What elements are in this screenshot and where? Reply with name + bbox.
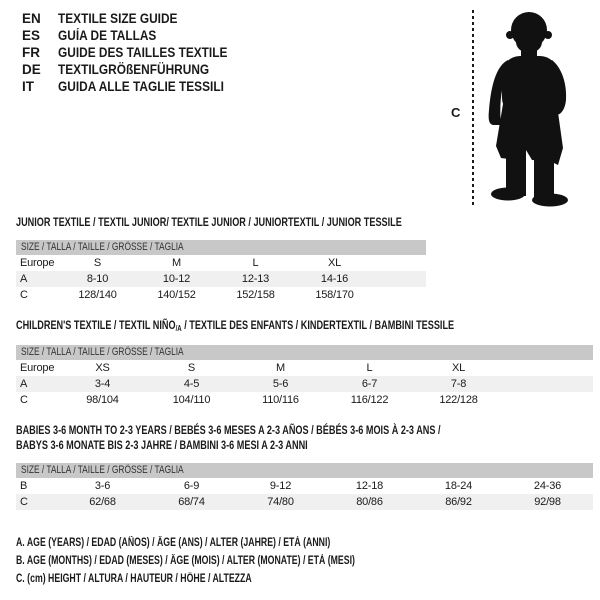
table-cell: L [252,257,259,269]
table-cell: 8-10 [86,273,109,285]
language-row-de [22,61,251,78]
language-title: TEXTILE SIZE GUIDE [58,11,178,26]
table-cell: 5-6 [272,378,289,390]
size-header-bar [16,345,593,360]
table-cell: XL [451,362,466,374]
size-header-text: SIZE / TALLA / TAILLE / GRÖSSE / TAGLIA [21,346,184,358]
table-cell: 152/158 [236,289,275,301]
table-cell: 12-13 [241,273,270,285]
row-label: Europe [20,362,55,374]
footnote-b [16,552,462,570]
table-cell: 80/86 [356,496,383,508]
table-cell: 116/122 [350,394,389,406]
table-cell: 74/80 [267,496,294,508]
table-cell: 158/170 [315,289,354,301]
row-label: C [20,496,28,508]
footnote-legend [16,534,462,588]
row-label: A [20,273,28,285]
babies-table-title [16,423,575,452]
table-cell: 92/98 [534,496,561,508]
babies-title-line1: BABIES 3-6 MONTH TO 2-3 YEARS / BEBÉS 3-6 MESES A 2-3 AÑOS / BÉBÉS 3-6 MOIS À 2-3 ANS / [16,423,441,437]
table-cell: S [93,257,102,269]
language-code: ES [22,28,41,43]
footnote-a-text: A. AGE (YEARS) / EDAD (AÑOS) / ÂGE (ANS) / ALTER (JAHRE) / ETÀ (ANNI) [16,537,331,549]
language-code: IT [22,79,34,94]
language-row-it [22,78,251,95]
language-row-fr [22,44,251,61]
table-cell: 128/140 [78,289,117,301]
title-part: / TEXTILE DES ENFANTS / KINDERTEXTIL / BAMBINI TESSILE [181,318,455,332]
table-cell: L [366,362,373,374]
junior-table-title [16,215,524,230]
language-code: FR [22,45,40,60]
table-row [16,478,593,494]
row-label: B [20,480,28,492]
footnote-a [16,534,462,552]
table-row [16,287,426,303]
table-cell: M [172,257,181,269]
size-header-text: SIZE / TALLA / TAILLE / GRÖSSE / TAGLIA [21,241,184,253]
table-cell: 14-16 [320,273,349,285]
table-cell: XS [95,362,110,374]
footnote-b-text: B. AGE (MONTHS) / EDAD (MESES) / ÂGE (MOIS) / ALTER (MONATE) / ETÀ (MESI) [16,555,355,567]
table-cell: M [276,362,285,374]
table-cell: 7-8 [450,378,467,390]
table-cell: 6-7 [361,378,378,390]
language-row-en [22,10,251,27]
height-dashed-line [472,10,474,208]
table-cell: 68/74 [178,496,205,508]
table-row [16,360,593,376]
title-part: CHILDREN'S TEXTILE / TEXTIL NIÑO [16,318,176,332]
table-row [16,392,593,408]
table-cell: 24-36 [533,480,562,492]
table-cell: 140/152 [157,289,196,301]
title-subscript: /A [175,324,182,333]
toddler-silhouette-icon [482,8,582,208]
table-cell: 6-9 [183,480,200,492]
table-cell: 18-24 [444,480,473,492]
table-cell: 122/128 [439,394,478,406]
table-cell: 98/104 [86,394,119,406]
table-cell: 4-5 [183,378,200,390]
language-code: EN [22,11,41,26]
table-cell: XL [327,257,342,269]
language-title: GUIDA ALLE TAGLIE TESSILI [58,79,224,94]
footnote-c [16,570,462,588]
row-label: A [20,378,28,390]
height-measure-label: C [451,105,461,120]
table-cell: 3-6 [94,480,111,492]
babies-title-line2: BABYS 3-6 MONATE BIS 2-3 JAHRE / BAMBINI 3-6 MESI A 2-3 ANNI [16,437,308,452]
table-cell: 86/92 [445,496,472,508]
table-cell: 62/68 [89,496,116,508]
language-title: GUÍA DE TALLAS [58,28,157,43]
junior-table-title-text: JUNIOR TEXTILE / TEXTIL JUNIOR/ TEXTILE JUNIOR / JUNIORTEXTIL / JUNIOR TESSILE [16,215,402,229]
table-cell: 10-12 [162,273,191,285]
size-header-bar [16,463,593,478]
row-label: C [20,394,28,406]
table-row [16,376,593,392]
language-title: TEXTILGRÖßENFÜHRUNG [58,62,210,77]
table-cell: 3-4 [94,378,111,390]
children-table-title [16,318,592,337]
table-row [16,494,593,510]
language-code: DE [22,62,41,77]
children-table-title-text [16,318,454,337]
table-row [16,255,426,271]
language-list [22,10,251,95]
table-cell: 110/116 [262,394,299,406]
table-cell: S [187,362,196,374]
size-header-bar [16,240,426,255]
table-cell: 9-12 [269,480,292,492]
language-row-es [22,27,251,44]
babies-size-table [16,463,593,510]
table-cell: 104/110 [172,394,211,406]
size-header-text: SIZE / TALLA / TAILLE / GRÖSSE / TAGLIA [21,464,184,476]
table-cell: 12-18 [355,480,384,492]
table-row [16,271,426,287]
children-size-table [16,345,593,408]
language-title: GUIDE DES TAILLES TEXTILE [58,45,228,60]
row-label: C [20,289,28,301]
footnote-c-text: C. (cm) HEIGHT / ALTURA / HAUTEUR / HÖHE / ALTEZZA [16,573,252,585]
row-label: Europe [20,257,55,269]
junior-size-table [16,240,426,303]
